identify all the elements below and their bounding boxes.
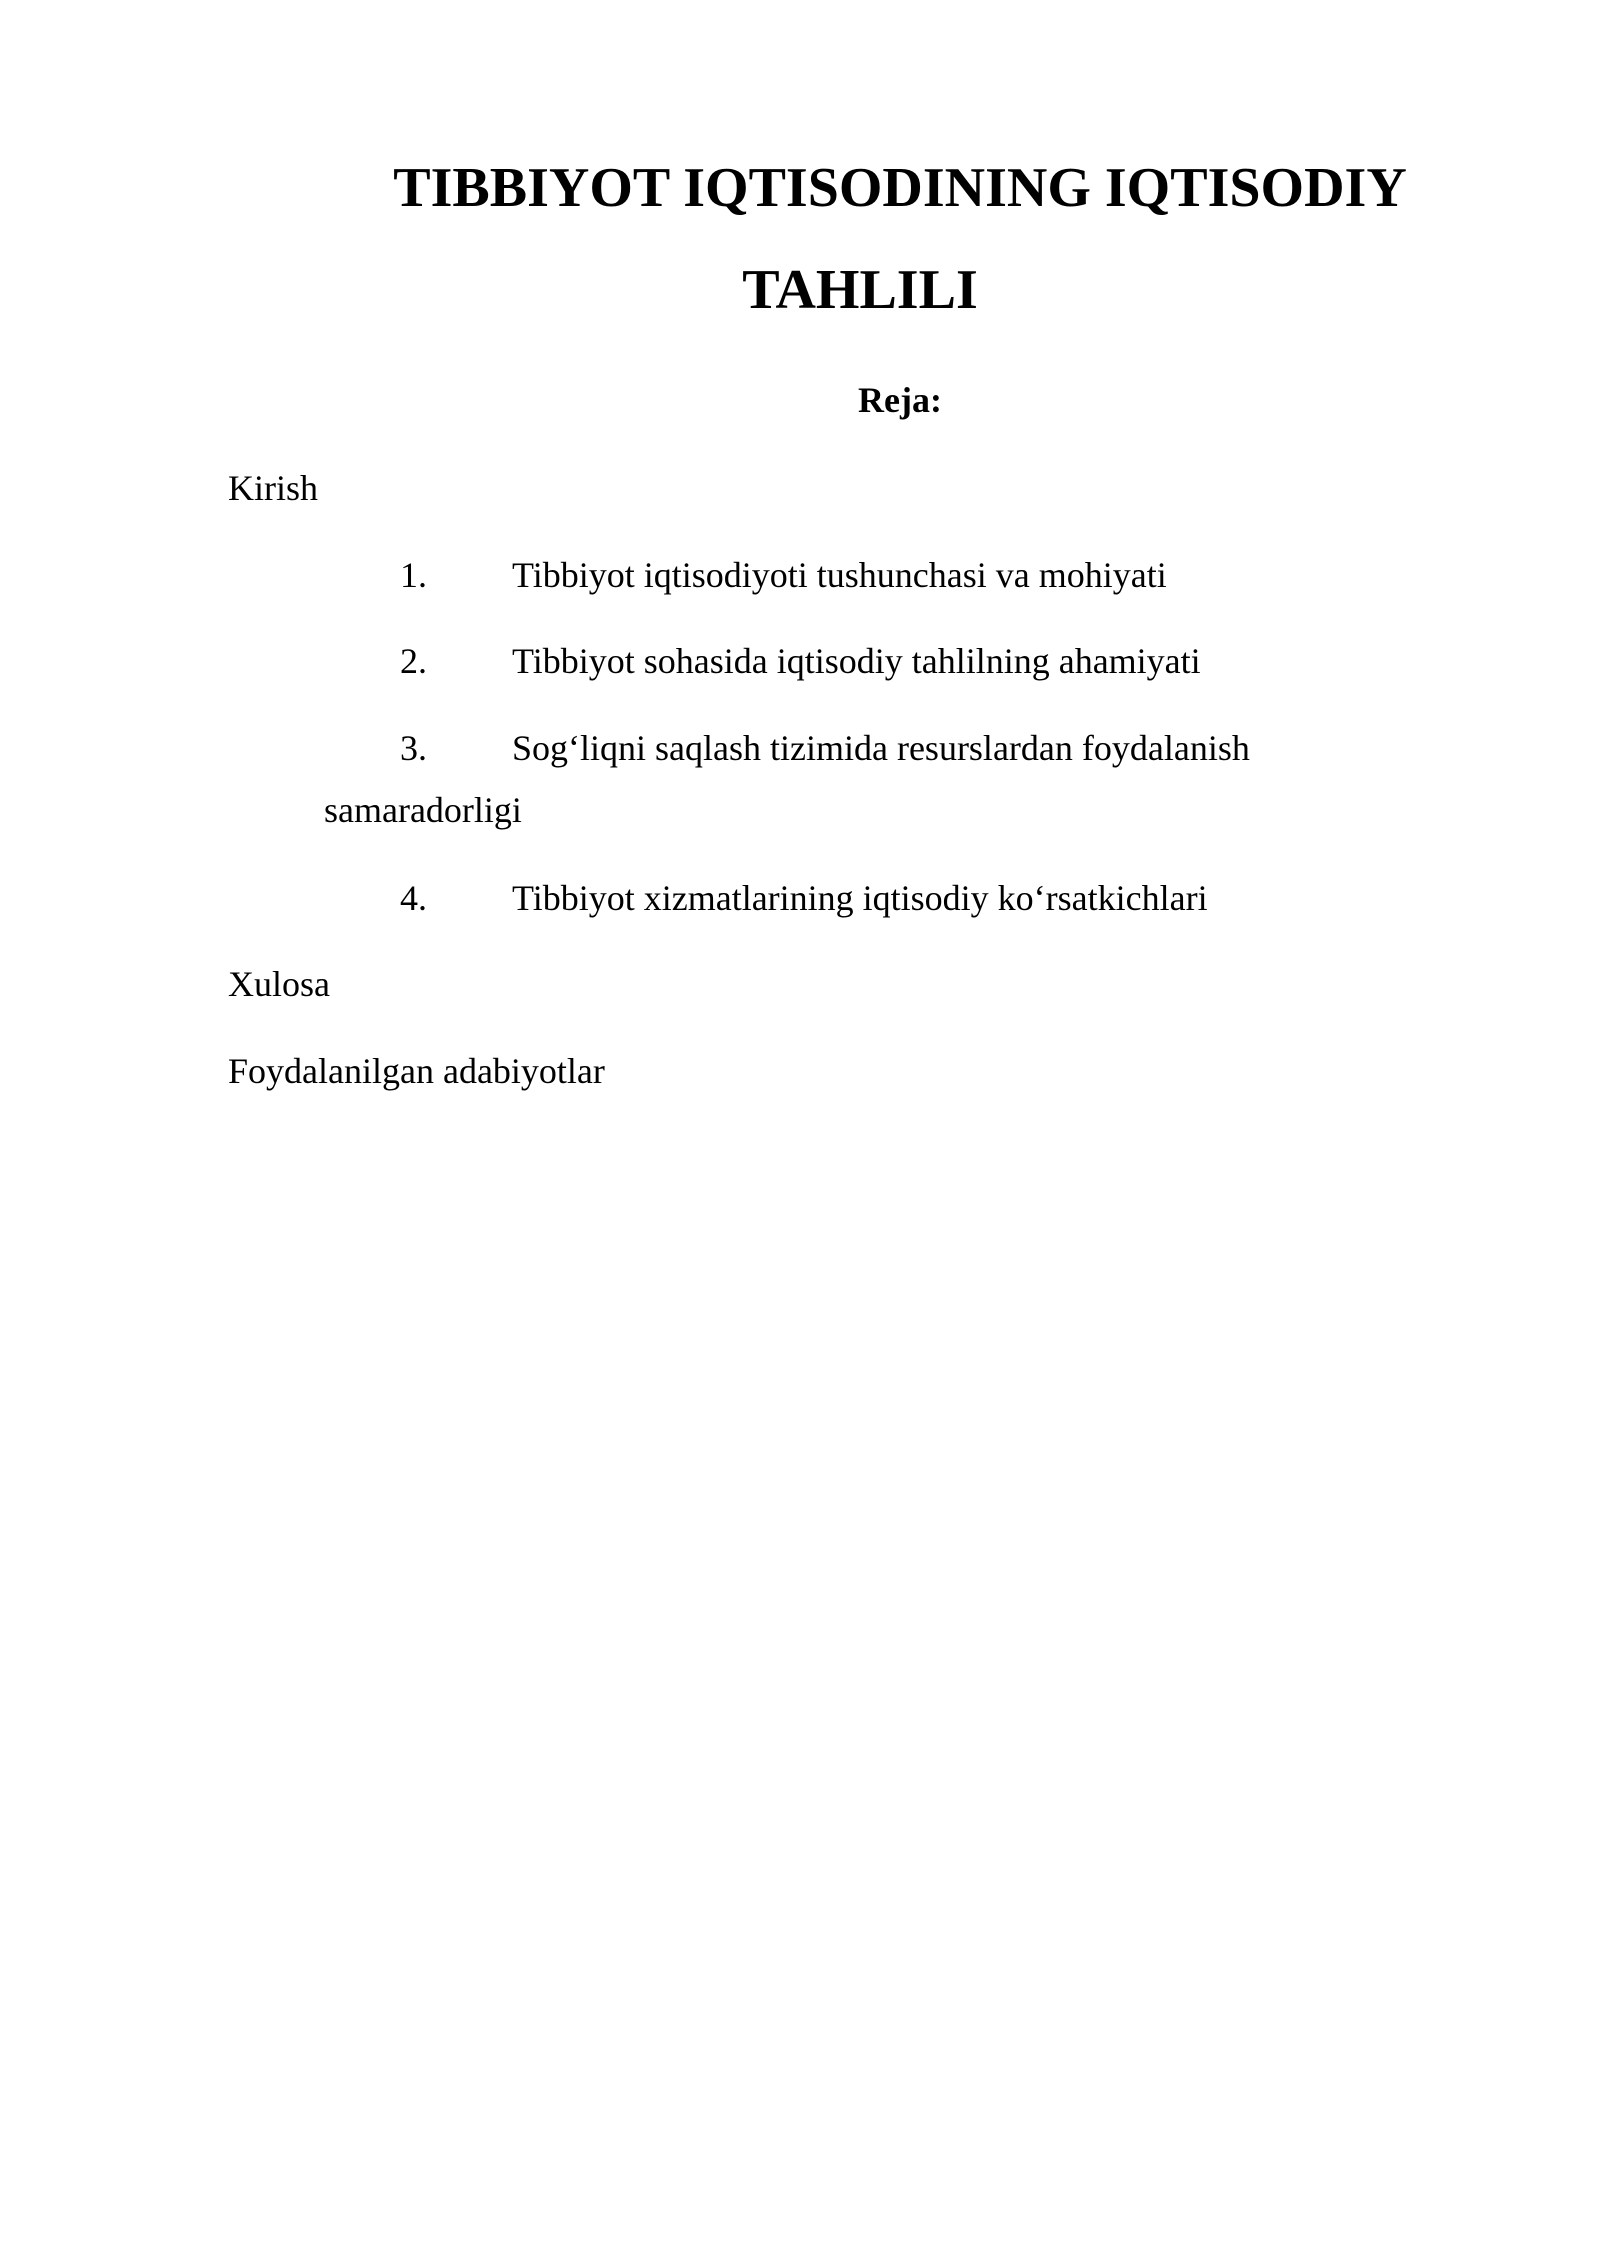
plan-heading: Reja:	[858, 380, 942, 420]
document-title-line-1: TIBBIYOT IQTISODINING IQTISODIY	[393, 157, 1407, 219]
plan-item-number: 2.	[400, 641, 427, 681]
plan-item-number: 1.	[400, 555, 427, 595]
plan-item-intro: Kirish	[228, 468, 318, 508]
plan-item-text: Sog‘liqni saqlash tizimida resurslardan foydalanish	[512, 728, 1250, 768]
plan-item-number: 4.	[400, 878, 427, 918]
plan-item-number: 3.	[400, 728, 427, 768]
plan-item-text: Tibbiyot xizmatlarining iqtisodiy ko‘rsatkichlari	[512, 878, 1208, 918]
plan-item-conclusion: Xulosa	[228, 964, 330, 1004]
plan-item-references: Foydalanilgan adabiyotlar	[228, 1051, 605, 1091]
plan-item-text: Tibbiyot sohasida iqtisodiy tahlilning ahamiyati	[512, 641, 1201, 681]
plan-item-continuation: samaradorligi	[324, 790, 522, 830]
document-title-line-2: TAHLILI	[742, 259, 978, 321]
plan-item-text: Tibbiyot iqtisodiyoti tushunchasi va mohiyati	[512, 555, 1167, 595]
